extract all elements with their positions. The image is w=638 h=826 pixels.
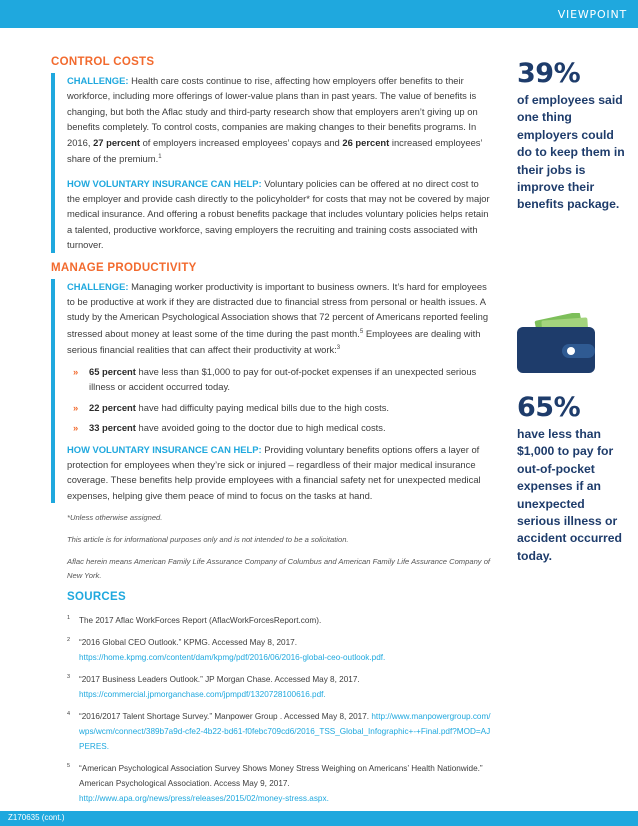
source-number: 4 — [67, 711, 71, 718]
help-label: HOW VOLUNTARY INSURANCE CAN HELP: — [67, 443, 262, 455]
stat-callout-39 — [517, 58, 627, 214]
challenge-text: Health care costs continue to rise, affecting how employers offer benefits to their workforce, including more offerings of lower-value plans than in past years. The value of benefits is changing, but both the Aflac study and third-party research show that employers aren’t giving up on benefits completely. To control costs, companies are making changes to their benefits programs. In 2016, — [67, 75, 478, 148]
challenge-text-mid: of employers increased employees’ copays and — [142, 136, 340, 148]
challenge-text-post: Employees are dealing with serious financial realities that can affect their productivity at work: — [67, 327, 481, 356]
challenge-label: CHALLENGE: — [67, 75, 129, 86]
control-costs-heading: CONTROL COSTS — [51, 56, 155, 68]
source-number: 3 — [67, 674, 71, 681]
disclaimer-notes — [51, 511, 491, 583]
sources-section — [51, 591, 491, 806]
sources-heading: SOURCES — [67, 591, 126, 604]
footnote-ref: 5 — [359, 328, 364, 335]
stat-value: 39% — [517, 58, 581, 89]
note-informational: This article is for informational purposes only and is not intended to be a solicitation. — [67, 535, 349, 545]
footnote-ref: 3 — [336, 345, 341, 352]
challenge-text-post: increased employees’ share of the premium. — [67, 136, 483, 165]
section-label: VIEWPOINT — [557, 8, 627, 21]
bullet-stat: 65 percent — [89, 365, 136, 377]
source-item — [67, 709, 491, 754]
bullet-text: have avoided going to the doctor due to high medical costs. — [138, 422, 386, 434]
help-label: HOW VOLUNTARY INSURANCE CAN HELP: — [67, 177, 262, 189]
stat-27-percent: 27 percent — [93, 136, 140, 148]
productivity-challenge — [67, 279, 491, 358]
productivity-help — [67, 442, 491, 504]
stat-callout-65 — [517, 392, 627, 565]
stat-26-percent: 26 percent — [342, 136, 390, 148]
help-text: Providing voluntary benefits options offers a layer of protection for employees when they’re sick or injured – regardless of their major medical insurance coverage. These benefits help provide employees with a financial safety net for unexpected medical expenses, helping give them peace of mind to focus on the tasks at hand. — [67, 443, 481, 501]
source-link[interactable]: http://www.apa.org/news/press/releases/2015/02/money-stress.aspx. — [79, 794, 329, 804]
manage-productivity-heading: MANAGE PRODUCTIVITY — [51, 261, 197, 274]
chevron-bullet-icon: » — [73, 365, 79, 377]
source-link[interactable]: https://commercial.jpmorganchase.com/jpmpdf/1320728100616.pdf. — [79, 690, 326, 700]
list-item — [67, 364, 491, 395]
source-text: “2017 Business Leaders Outlook.” JP Morgan Chase. Accessed May 8, 2017. — [79, 675, 360, 685]
source-item — [67, 761, 491, 806]
list-item — [67, 400, 491, 415]
document-code: Z170635 (cont.) — [8, 813, 65, 822]
manage-productivity-block — [51, 279, 491, 504]
source-number: 2 — [67, 637, 71, 644]
source-text: “2016/2017 Talent Shortage Survey.” Manpower Group . Accessed May 8, 2017. — [79, 712, 370, 722]
help-text: Voluntary policies can be offered at no direct cost to the employer and provide cash directly to the policyholder* for costs that may not be covered by major medical insurance. And offering a robust benefits package that includes voluntary policies helps retain a talented, productive workforce, saving employers the recruiting and training costs associated with turnover. — [67, 177, 490, 251]
chevron-bullet-icon: » — [73, 401, 79, 413]
stats-bullet-list — [67, 364, 491, 436]
wallet-icon — [514, 313, 598, 375]
header-bar — [0, 0, 638, 28]
source-text: “American Psychological Association Survey Shows Money Stress Weighing on Americans’ Health Nationwide.” American Psychological Association. Access May 9, 2017. — [79, 764, 483, 789]
bullet-text: have had difficulty paying medical bills due to the high costs. — [138, 401, 390, 413]
chevron-bullet-icon: » — [73, 422, 79, 434]
list-item — [67, 420, 491, 435]
source-text: “2016 Global CEO Outlook.” KPMG. Accessed May 8, 2017. — [79, 638, 297, 648]
source-link[interactable]: https://home.kpmg.com/content/dam/kpmg/pdf/2016/06/2016-global-ceo-outlook.pdf. — [79, 653, 386, 663]
source-item — [67, 635, 491, 665]
bullet-stat: 33 percent — [89, 422, 136, 434]
source-number: 1 — [67, 615, 71, 622]
note-unless: *Unless otherwise assigned. — [67, 513, 163, 523]
challenge-text: Managing worker productivity is important to business owners. It’s hard for employees to be productive at work if they are distracted due to financial stress from personal or health issues. A study by the American Psychological Association shows that 72 percent of Americans reported feeling stressed about money at least some of the time during the past month. — [67, 280, 489, 339]
source-item — [67, 613, 491, 628]
main-column — [51, 56, 491, 813]
footer-bar — [0, 811, 638, 826]
control-costs-help — [67, 176, 491, 253]
source-link[interactable]: http://www.manpowergroup.com/wps/wcm/connect/389b7a9d-cfe2-4b22-bd61-f0febc709cd6/2016_TSS_Global_Infographic+-+Final.pdf?MOD=AJPERES. — [79, 712, 491, 752]
bullet-text: have less than $1,000 to pay for out-of-pocket expenses if an unexpected serious illness or accident occurred today. — [89, 365, 477, 393]
stat-description: of employees said one thing employers could do to keep them in their jobs is improve their benefits package. — [517, 93, 625, 212]
source-text: The 2017 Aflac WorkForces Report (AflacWorkForcesReport.com). — [79, 616, 322, 626]
note-aflac-definition: Aflac herein means American Family Life Assurance Company of Columbus and American Family Life Assurance Company of New York. — [67, 557, 491, 581]
bullet-stat: 22 percent — [89, 401, 136, 413]
challenge-label: CHALLENGE: — [67, 280, 129, 292]
stat-value: 65% — [517, 392, 581, 423]
control-costs-challenge — [67, 73, 491, 167]
source-item — [67, 672, 491, 702]
control-costs-block — [51, 73, 491, 253]
stat-description: have less than $1,000 to pay for out-of-pocket expenses if an unexpected serious illness or accident occurred today. — [517, 427, 622, 563]
footnote-ref: 1 — [158, 154, 162, 161]
source-number: 5 — [67, 763, 71, 770]
